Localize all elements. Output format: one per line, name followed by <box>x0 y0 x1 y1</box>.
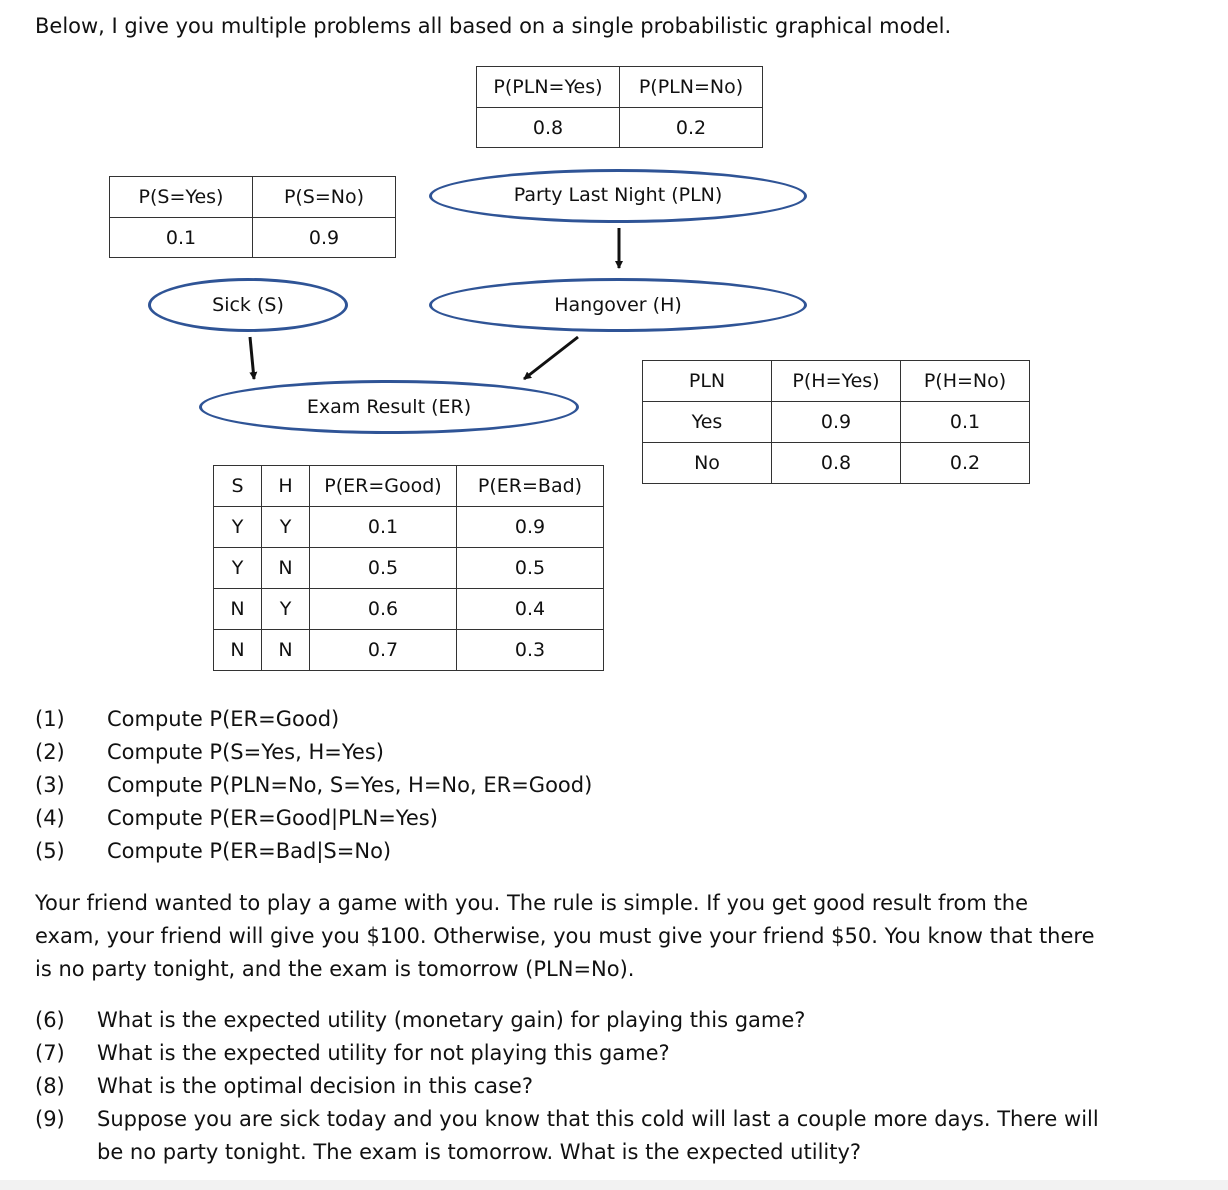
pln-yes-value: 0.8 <box>477 108 620 148</box>
er-cell: 0.3 <box>457 630 604 671</box>
question-item <box>35 736 592 769</box>
h-cell: Yes <box>643 402 772 443</box>
pln-no-header: P(PLN=No) <box>620 67 763 108</box>
question-item <box>35 1037 1110 1070</box>
intro-text: Below, I give you multiple problems all based on a single probabilistic graphical model. <box>35 14 952 38</box>
edge-sick-to-exam <box>250 337 254 379</box>
er-cell: N <box>262 630 310 671</box>
er-cell: 0.9 <box>457 507 604 548</box>
er-cell: N <box>262 548 310 589</box>
question-text: Compute P(S=Yes, H=Yes) <box>107 740 384 764</box>
er-header-bad: P(ER=Bad) <box>457 466 604 507</box>
game-paragraph: Your friend wanted to play a game with you. The rule is simple. If you get good result from the exam, your friend will give you $100. Otherwise, you must give your friend $50. You know that there is no party tonight, and the exam is tomorrow (PLN=No). <box>35 891 1095 981</box>
h-cell: 0.2 <box>901 443 1030 484</box>
question-item <box>35 802 592 835</box>
h-header-pln: PLN <box>643 361 772 402</box>
node-hangover-label: Hangover (H) <box>554 294 682 316</box>
page-bottom-edge <box>0 1180 1228 1190</box>
question-number: (3) <box>35 773 65 797</box>
question-number: (9) <box>35 1107 65 1131</box>
pln-no-value: 0.2 <box>620 108 763 148</box>
question-number: (8) <box>35 1074 65 1098</box>
question-text: What is the expected utility (monetary gain) for playing this game? <box>97 1008 806 1032</box>
question-number: (1) <box>35 707 65 731</box>
question-item <box>35 1070 1110 1103</box>
question-text: Compute P(PLN=No, S=Yes, H=No, ER=Good) <box>107 773 593 797</box>
node-exam-result-label: Exam Result (ER) <box>306 396 472 418</box>
h-cell: 0.9 <box>772 402 901 443</box>
questions-part-a <box>35 703 592 868</box>
question-item <box>35 835 592 868</box>
s-yes-header: P(S=Yes) <box>110 177 253 218</box>
node-sick-label: Sick (S) <box>212 294 284 316</box>
er-cell: 0.4 <box>457 589 604 630</box>
s-yes-value: 0.1 <box>110 218 253 258</box>
question-text: What is the optimal decision in this case? <box>97 1074 533 1098</box>
questions-part-b <box>35 1004 1110 1169</box>
question-item <box>35 1103 1110 1169</box>
er-header-h: H <box>262 466 310 507</box>
edge-hangover-to-exam <box>524 337 578 379</box>
question-item <box>35 1004 1110 1037</box>
er-cell: 0.7 <box>310 630 457 671</box>
question-number: (7) <box>35 1041 65 1065</box>
question-text: What is the expected utility for not playing this game? <box>97 1041 670 1065</box>
question-item <box>35 703 592 736</box>
er-cell: 0.1 <box>310 507 457 548</box>
er-cell: N <box>214 589 262 630</box>
question-text: Compute P(ER=Bad|S=No) <box>107 839 392 863</box>
question-number: (6) <box>35 1008 65 1032</box>
er-cell: Y <box>214 548 262 589</box>
h-header-no: P(H=No) <box>901 361 1030 402</box>
er-cell: N <box>214 630 262 671</box>
question-text: Compute P(ER=Good|PLN=Yes) <box>107 806 438 830</box>
pln-yes-header: P(PLN=Yes) <box>477 67 620 108</box>
er-cell: 0.5 <box>310 548 457 589</box>
s-no-header: P(S=No) <box>253 177 396 218</box>
er-cell: Y <box>262 589 310 630</box>
er-header-good: P(ER=Good) <box>310 466 457 507</box>
question-text: Suppose you are sick today and you know that this cold will last a couple more days. There will be no party tonight. The exam is tomorrow. What is the expected utility? <box>97 1107 1099 1164</box>
question-text: Compute P(ER=Good) <box>107 707 340 731</box>
er-cell: 0.6 <box>310 589 457 630</box>
node-party-last-night-label: Party Last Night (PLN) <box>513 184 723 206</box>
question-number: (5) <box>35 839 65 863</box>
er-header-s: S <box>214 466 262 507</box>
question-number: (2) <box>35 740 65 764</box>
question-number: (4) <box>35 806 65 830</box>
h-header-yes: P(H=Yes) <box>772 361 901 402</box>
s-no-value: 0.9 <box>253 218 396 258</box>
exam-cpt-table <box>213 465 604 671</box>
er-cell: 0.5 <box>457 548 604 589</box>
question-item <box>35 769 592 802</box>
er-cell: Y <box>214 507 262 548</box>
hangover-cpt-table <box>642 360 1030 484</box>
h-cell: 0.1 <box>901 402 1030 443</box>
er-cell: Y <box>262 507 310 548</box>
h-cell: No <box>643 443 772 484</box>
h-cell: 0.8 <box>772 443 901 484</box>
